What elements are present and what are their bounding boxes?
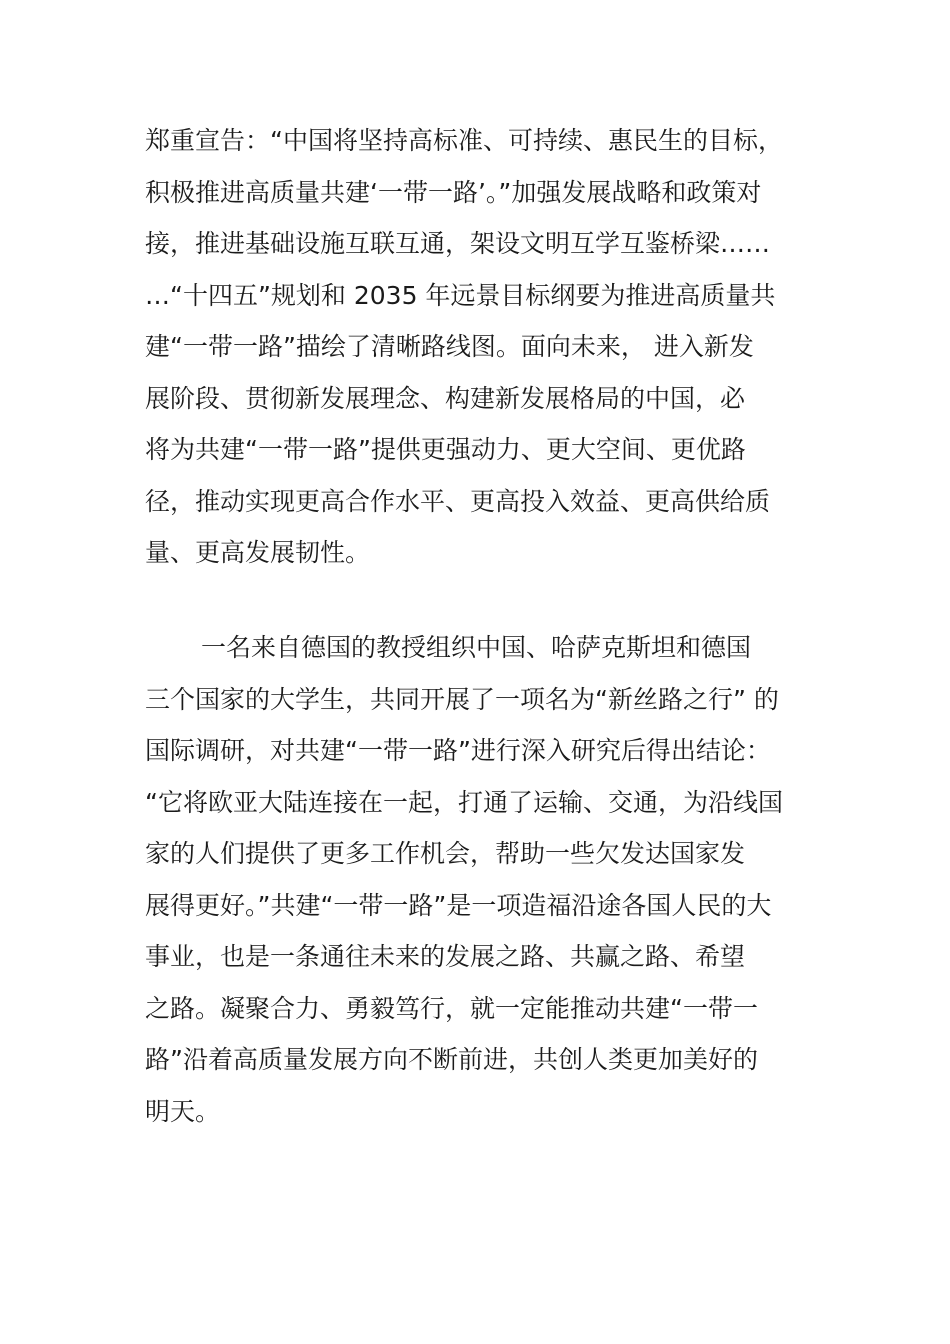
paragraph-1-line: …“十四五”规划和 2035 年远景目标纲要为推进高质量共 (145, 280, 776, 310)
paragraph-2-line: 展得更好。”共建“一带一路”是一项造福沿途各国人民的大 (145, 890, 772, 920)
paragraph-2-line: 事业，也是一条通往未来的发展之路、共赢之路、希望 (145, 942, 746, 971)
paragraph-1-line: 径，推动实现更高合作水平、更高投入效益、更高供给质 (145, 486, 771, 516)
paragraph-1-line: 将为共建“一带一路”提供更强动力、更大空间、更优路 (145, 435, 746, 464)
paragraph-1-line: 积极推进高质量共建‘一带一路’。”加强发展战略和政策对 (145, 177, 762, 207)
paragraph-2-line: 一名来自德国的教授组织中国、哈萨克斯坦和德国 (201, 633, 752, 662)
paragraph-1 (145, 115, 825, 579)
paragraph-2-line: “它将欧亚大陆连接在一起，打通了运输、交通，为沿线国 (145, 787, 783, 817)
paragraph-2-line: 家的人们提供了更多工作机会，帮助一些欠发达国家发 (145, 839, 746, 868)
paragraph-1-line: 展阶段、贯彻新发展理念、构建新发展格局的中国，必 (145, 383, 746, 413)
paragraph-2-line: 明天。 (145, 1096, 221, 1126)
paragraph-1-line: 量、更高发展韧性。 (145, 538, 371, 567)
paragraph-2-line: 国际调研，对共建“一带一路”进行深入研究后得出结论： (145, 736, 771, 765)
paragraph-2-line: 之路。凝聚合力、勇毅笃行，就一定能推动共建“一带一 (145, 993, 758, 1023)
paragraph-1-line: 建“一带一路”描绘了清晰路线图。面向未来， 进入新发 (145, 332, 754, 361)
paragraph-2 (145, 622, 825, 1137)
paragraph-1-line: 接，推进基础设施互联互通，架设文明互学互鉴桥梁…… (145, 229, 771, 258)
paragraph-2-line: 三个国家的大学生，共同开展了一项名为“新丝路之行” 的 (145, 684, 779, 714)
paragraph-2-line: 路”沿着高质量发展方向不断前进，共创人类更加美好的 (145, 1045, 758, 1074)
paragraph-1-line: 郑重宣告：“中国将坚持高标准、可持续、惠民生的目标， (145, 126, 783, 155)
